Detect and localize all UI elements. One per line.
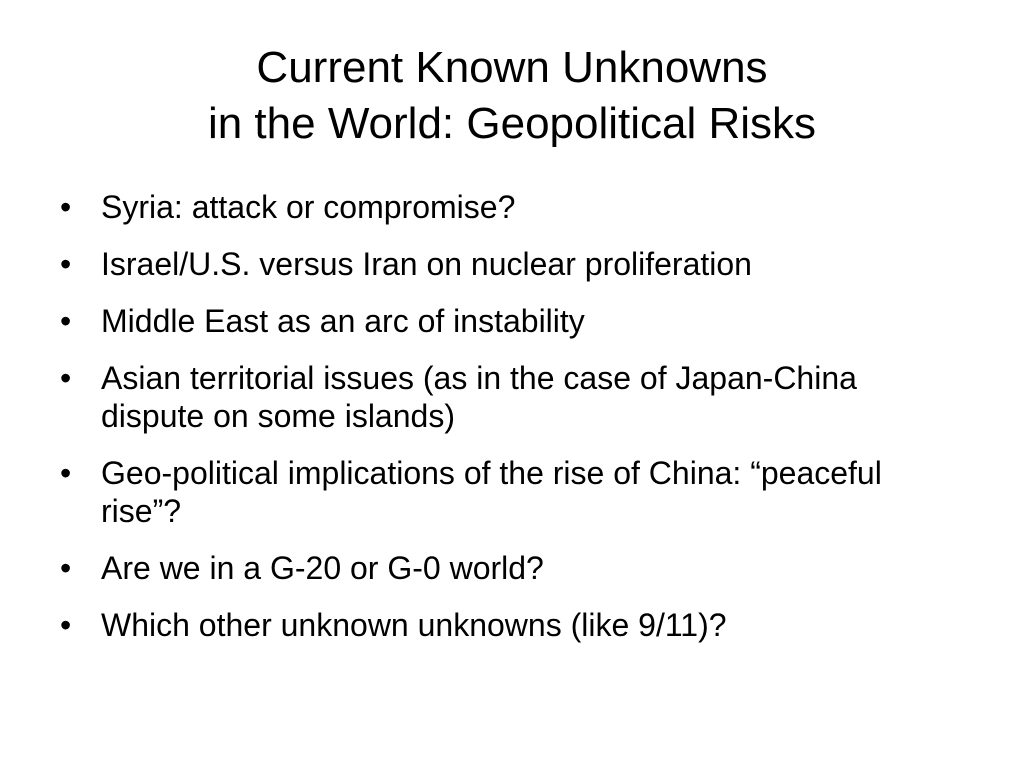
slide-title-line-1: Current Known Unknowns <box>256 43 768 92</box>
bullet-icon: • <box>60 189 72 225</box>
bullet-item-china-rise <box>60 454 960 530</box>
bullet-text: Syria: attack or compromise? <box>101 189 516 225</box>
bullet-text: Israel/U.S. versus Iran on nuclear proliferation <box>101 246 752 282</box>
bullet-text: Asian territorial issues (as in the case of Japan-China dispute on some islands) <box>101 360 857 434</box>
slide-title <box>0 40 1024 152</box>
bullet-item-unknown-unknowns <box>60 606 960 644</box>
bullet-text: Which other unknown unknowns (like 9/11)? <box>101 607 727 643</box>
bullet-icon: • <box>60 607 72 643</box>
bullet-item-middle-east <box>60 302 960 340</box>
bullet-text: Are we in a G-20 or G-0 world? <box>101 550 544 586</box>
bullet-text: Middle East as an arc of instability <box>101 303 585 339</box>
bullet-item-asian-territorial <box>60 359 960 435</box>
bullet-icon: • <box>60 246 72 282</box>
bullet-list <box>60 188 960 663</box>
bullet-icon: • <box>60 455 72 491</box>
bullet-item-israel-iran <box>60 245 960 283</box>
bullet-icon: • <box>60 360 72 396</box>
bullet-text: Geo-political implications of the rise of China: “peaceful rise”? <box>101 455 882 529</box>
bullet-icon: • <box>60 303 72 339</box>
slide-title-line-2: in the World: Geopolitical Risks <box>207 99 817 148</box>
bullet-item-g20-g0 <box>60 549 960 587</box>
bullet-item-syria <box>60 188 960 226</box>
bullet-icon: • <box>60 550 72 586</box>
